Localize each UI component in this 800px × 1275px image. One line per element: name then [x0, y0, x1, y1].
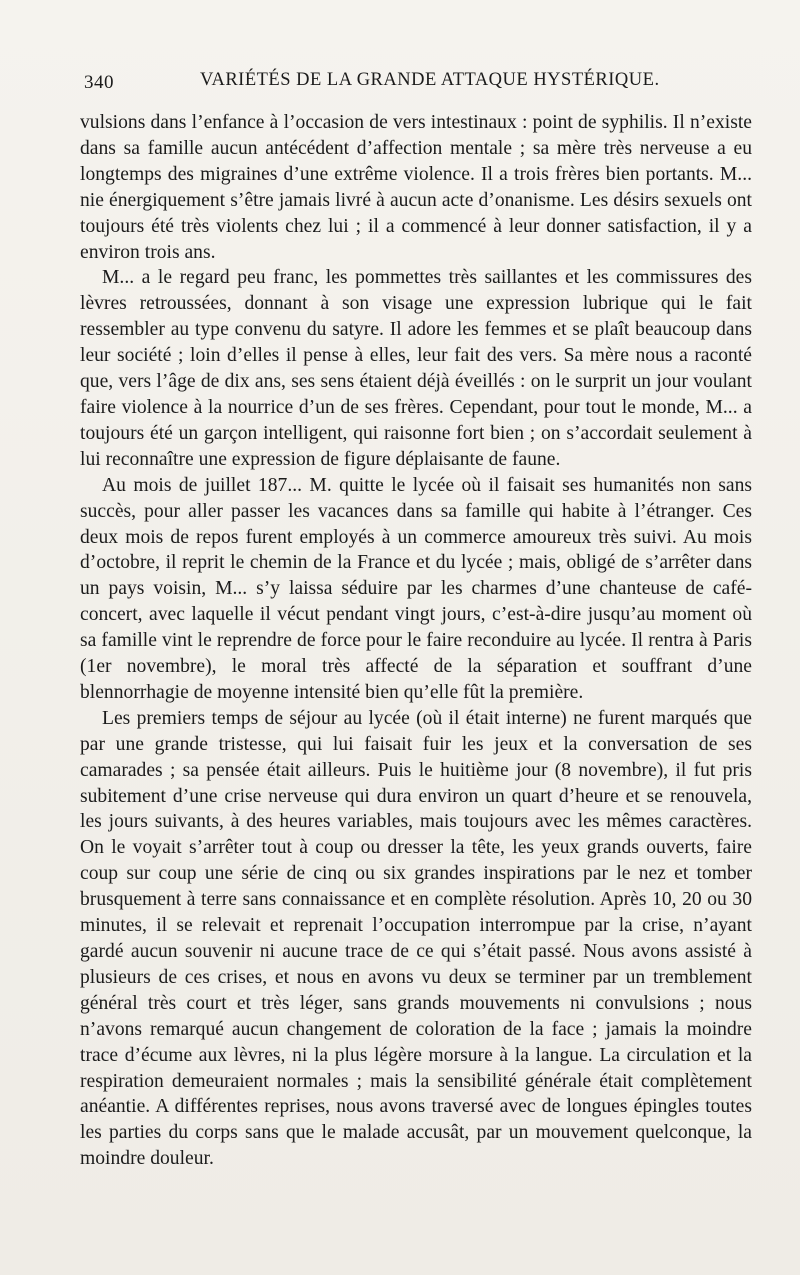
paragraph-4: Les premiers temps de séjour au lycée (où il était interne) ne furent marqués que par une grande tristesse, qui lui faisait fuir les jeux et la conversation de ses camarades ; sa pensée était ailleurs. Puis le huitième jour (8 novembre), il fut pris subitement d’une crise nerveuse qui dura environ un quart d’heure et se renouvela, les jours suivants, à des heures variables, mais toujours avec les mêmes caractères. On le voyait s’arrêter tout à coup ou dresser la tête, les yeux grands ouverts, faire coup sur coup une série de cinq ou six grandes inspirations par le nez et tomber brusquement à terre sans connaissance et en complète résolution. Après 10, 20 ou 30 minutes, il se relevait et reprenait l’occupation interrompue par la crise, n’ayant gardé aucun souvenir ni aucune trace de ce qui s’était passé. Nous avons assisté à plusieurs de ces crises, et nous en avons vu deux se terminer par un tremblement général très court et très léger, sans grands mouvements ni convulsions ; nous n’avons remarqué aucun changement de coloration de la face ; jamais la moindre trace d’écume aux lèvres, ni la plus légère morsure à la langue. La circulation et la respiration demeuraient normales ; mais la sensibilité générale était complètement anéantie. A différentes reprises, nous avons traversé avec de longues épingles toutes les parties du corps sans que le malade accusât, par un mouvement quelconque, la moindre douleur.: [80, 707, 752, 1170]
running-head: [80, 62, 752, 96]
page-number: 340: [84, 72, 114, 93]
body-text: [80, 110, 752, 1172]
paragraph-2: M... a le regard peu franc, les pommettes très saillantes et les commissures des lèvres retroussées, donnant à son visage une expression lubrique qui le fait ressembler au type convenu du satyre. Il adore les femmes et se plaît beaucoup dans leur société ; loin d’elles il pense à elles, leur fait des vers. Sa mère nous a raconté que, vers l’âge de dix ans, ses sens étaient déjà éveillés : on le surprit un jour voulant faire violence à la nourrice d’un de ses frères. Cependant, pour tout le monde, M... a toujours été un garçon intelligent, qui raisonne fort bien ; on s’accordait seulement à lui reconnaître une expression de figure déplaisante de faune.: [80, 267, 752, 470]
paragraph-3: Au mois de juillet 187... M. quitte le lycée où il faisait ses humanités non sans succès, pour aller passer les vacances dans sa famille qui habite à l’étranger. Ces deux mois de repos furent employés à un commerce amoureux très suivi. Au mois d’octobre, il reprit le chemin de la France et du lycée ; mais, obligé de s’arrêter dans un pays voisin, M... s’y laissa séduire par les charmes d’une chanteuse de café-concert, avec laquelle il vécut pendant vingt jours, c’est-à-dire jusqu’au moment où sa famille vint le reprendre de force pour le faire reconduire au lycée. Il rentra à Paris (1er novembre), le moral très affecté de la séparation et souffrant d’une blennorrhagie de moyenne intensité bien qu’elle fût la première.: [80, 474, 752, 703]
paragraph-1: vulsions dans l’enfance à l’occasion de vers intestinaux : point de syphilis. Il n’existe dans sa famille aucun antécédent d’affection mentale ; sa mère très nerveuse a eu longtemps des migraines d’une extrême violence. Il a trois frères bien portants. M... nie énergiquement s’être jamais livré à aucun acte d’onanisme. Les désirs sexuels ont toujours été très violents chez lui ; il a commencé à leur donner satisfaction, il y a environ trois ans.: [80, 112, 752, 263]
running-title: VARIÉTÉS DE LA GRANDE ATTAQUE HYSTÉRIQUE.: [200, 70, 660, 90]
